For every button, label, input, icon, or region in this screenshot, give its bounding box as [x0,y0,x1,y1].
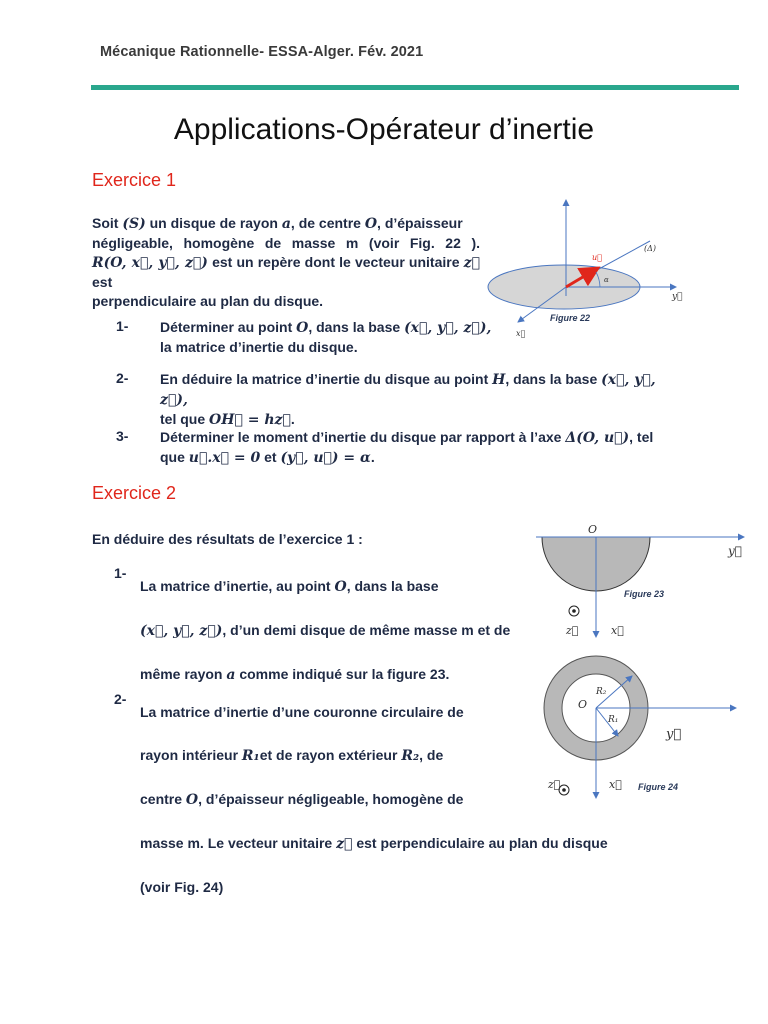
figure-22-caption: Figure 22 [550,313,591,323]
text: rayon intérieur [140,747,242,763]
text: Déterminer le moment d’inertie du disque par rapport à l’axe [160,429,566,445]
text: est un repère dont le vecteur unitaire [207,254,464,270]
text: (voir Fig. 24) [140,879,224,895]
text: est perpendiculaire au plan du disque [352,835,608,851]
figure-22 [480,196,690,346]
math-axis: Δ(O, u⃗) [565,430,630,446]
math-O: O [296,320,309,336]
y-label: y⃗ [666,727,682,742]
math-O: O [334,579,347,595]
math-R1: R₁ [241,748,260,764]
x-label: x⃗ [611,624,624,637]
math-H: H [492,372,506,388]
O-label: O [578,698,588,711]
exercise1-intro-line3 [92,253,480,292]
text: comme indiqué sur la figure 23. [235,666,450,682]
exercise1-q3 [160,428,680,468]
O-label: O [588,523,598,536]
text: , de [419,747,444,763]
text: Déterminer au point [160,319,297,335]
header-rule [91,85,739,90]
exercise1-q3-number: 3- [116,428,129,444]
text: , d’épaisseur négligeable, homogène de [198,791,464,807]
math-O: O [364,216,378,232]
page-title: Applications-Opérateur d’inertie [173,113,595,146]
exercise2-q1 [140,565,540,697]
exercise1-intro-line4: perpendiculaire au plan du disque. [92,293,324,309]
z-out-dot [562,788,566,792]
text: . [370,449,375,465]
exercise1-q2-number: 2- [116,370,129,386]
z-out-dot [572,609,576,613]
text: , dans la base [505,371,602,387]
math-z: z⃗ [336,836,353,852]
text: La matrice d’inertie d’une couronne circulaire de [140,704,464,720]
figure-23 [536,522,756,642]
text: La matrice d’inertie, au point [140,578,335,594]
text: Soit [92,215,123,231]
figure-23-caption: Figure 23 [624,589,665,599]
math-O: O [185,792,199,808]
text: masse m. Le vecteur unitaire [140,835,337,851]
y-label: y⃗ [728,544,742,558]
delta-label: (Δ) [644,244,657,253]
u-label: u⃗ [592,253,602,262]
text: la matrice d’inertie du disque. [160,339,358,355]
text: tel que [160,411,210,427]
text: et de rayon extérieur [259,747,402,763]
text: que [160,449,189,465]
text: , d’épaisseur [377,215,463,231]
text: , dans la base [308,319,405,335]
math-a: a [281,216,291,232]
math-OH: OH⃗ = hz⃗ [209,412,291,428]
text: un disque de rayon [145,215,282,231]
text: centre [140,791,186,807]
exercise2-q1-number: 1- [114,565,127,581]
math-frame-R: R(O, x⃗, y⃗, z⃗) [92,255,208,271]
exercise1-q1 [160,318,500,357]
exercise2-heading: Exercice 2 [92,483,177,503]
math-eq2: (y⃗, u⃗) = α [280,450,371,466]
text: et [260,449,281,465]
math-a: a [226,667,236,683]
exercise1-intro-line1 [92,214,480,234]
text: En déduire la matrice d’inertie du disque au point [160,371,493,387]
math-eq1: u⃗.x⃗ = 0 [188,450,261,466]
math-base: (x⃗, y⃗, z⃗), [404,320,492,336]
figure-24-caption: Figure 24 [638,782,679,792]
exercise1-q1-number: 1- [116,318,129,334]
exercise1-q2 [160,370,680,430]
exercise1-heading: Exercice 1 [92,170,177,190]
z-label: z⃗ [548,778,561,791]
R2-label: R₂ [596,687,607,697]
text: même rayon [140,666,227,682]
figure-24 [536,664,756,804]
math-R2: R₂ [401,748,420,764]
text: , tel [629,429,654,445]
math-S: (S) [122,216,146,232]
text: , d’un demi disque de même masse m et de [222,622,511,638]
alpha-label: α [604,276,609,284]
text: . [290,411,295,427]
exercise2-q2-number: 2- [114,691,127,707]
text: est [92,274,113,290]
R1-label: R₁ [608,715,619,725]
exercise1-intro [92,214,480,311]
x-label: x⃗ [609,778,622,791]
exercise1-intro-line2: négligeable, homogène de masse m (voir Fig. 22 ). [92,235,480,251]
exercise2-intro: En déduire des résultats de l’exercice 1 : [92,531,363,547]
math-z: z⃗ [463,255,480,271]
z-label: z⃗ [566,624,579,637]
document-header: Mécanique Rationnelle- ESSA-Alger. Fév. 2021 [100,44,424,60]
x-label: x⃗ [516,329,526,338]
math-base: (x⃗, y⃗, z⃗) [140,623,223,639]
text: , dans la base [346,578,439,594]
math-base: (x⃗, y⃗, z⃗), [160,372,656,408]
text: , de centre [290,215,365,231]
y-label: y⃗ [672,292,683,302]
